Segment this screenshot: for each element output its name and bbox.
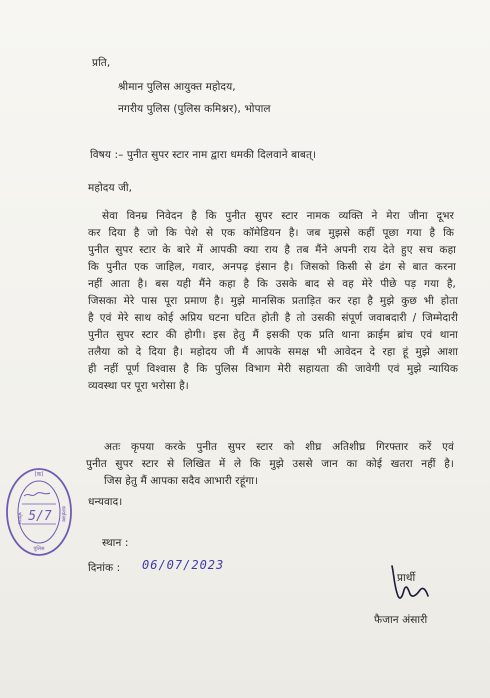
date-value: 06/07/2023 (142, 558, 225, 572)
body-line: ही नहीं पूर्ण विश्वास है कि पुलिस विभाग मेरी सहायता की जावेगी एवं मुझे न्यायिक (88, 363, 458, 375)
to-label: प्रति, (92, 57, 111, 69)
body-line: कि पुनीत एक जाहिल, गवार, अनपढ़ इंसान है। जिसको किसी से ढंग से बात करना (88, 261, 456, 273)
office-stamp (4, 466, 74, 558)
body-line: सेवा विनम्र निवेदन है कि पुनीत सुपर स्टार नामक व्यक्ति ने मेरा जीना दूभर (102, 210, 454, 222)
body-line: अतः कृपया करके पुनीत सुपर स्टार को शीघ्र अतिशीघ्र गिरफ्तार करें एवं (104, 441, 454, 453)
body-line: जिस हेतु मैं आपका सदैव आभारी रहूंगा। (104, 475, 259, 487)
subject-line: विषय :– पुनीत सुपर स्टार नाम द्वारा धमकी दिलवाने बाबत्। (90, 149, 317, 161)
stamp-date: 5/7 (28, 509, 52, 524)
svg-text:कार्यालय: कार्यालय (60, 506, 66, 522)
signature-mark (388, 560, 432, 608)
body-line: नहीं आता है। बस यही मैंने कहा है कि उसके बाद से वह मेरे पीछे पड़ गया है, (88, 278, 456, 290)
applicant-name: फैजान अंसारी (374, 614, 428, 626)
body-line: है एवं मेरे साथ कोई अप्रिय घटना घटित होती है तो उसकी संपूर्ण जवाबदारी / जिम्मेदारी (88, 312, 458, 324)
svg-text:भोपाल: भोपाल (16, 512, 22, 525)
body-line: तलैया को दे दिया है। महोदय जी मैं आपके समक्ष भी आवेदन दे रहा हूं मुझे आशा (88, 346, 458, 358)
body-line: पुनीत सुपर स्टार की होगी। इस हेतु मैं इसकी एक प्रति थाना क्राईम ब्रांच एवं थाना (88, 329, 458, 341)
recipient-line-2: नगरीय पुलिस (पुलिस कमिश्नर), भोपाल (118, 103, 271, 115)
recipient-line-1: श्रीमान पुलिस आयुक्त महोदय, (118, 81, 236, 93)
place-label: स्थान : (102, 537, 129, 549)
body-line: पुनीत सुपर स्टार से लिखित में ले कि मुझे उससे जान का कोई खतरा नहीं है। (86, 458, 454, 470)
salutation: महोदय जी, (88, 182, 133, 194)
svg-text:(क): (क) (34, 471, 44, 478)
closing-thanks: धन्यवाद। (88, 496, 123, 508)
body-line: कर दिया है जो कि पेशे से एक कॉमेडियन है। जब मुझसे कहीं पूछा गया है कि (88, 227, 454, 239)
svg-text:पुलिस: पुलिस (33, 546, 45, 552)
date-label: दिनांक : (88, 562, 121, 574)
body-line: व्यवस्था पर पूरा भरोसा है। (88, 380, 189, 392)
body-line: जिसका मेरे पास पूरा प्रमाण है। मुझे मानसिक प्रताड़ित कर रहा है मुझे कुछ भी होता (88, 295, 458, 307)
body-line: पुनीत सुपर स्टार के बारे में आपकी क्या राय है तब मैंने अपनी राय देते हुए सच कहा (88, 244, 456, 256)
applicant-label: प्रार्थी (397, 572, 416, 584)
